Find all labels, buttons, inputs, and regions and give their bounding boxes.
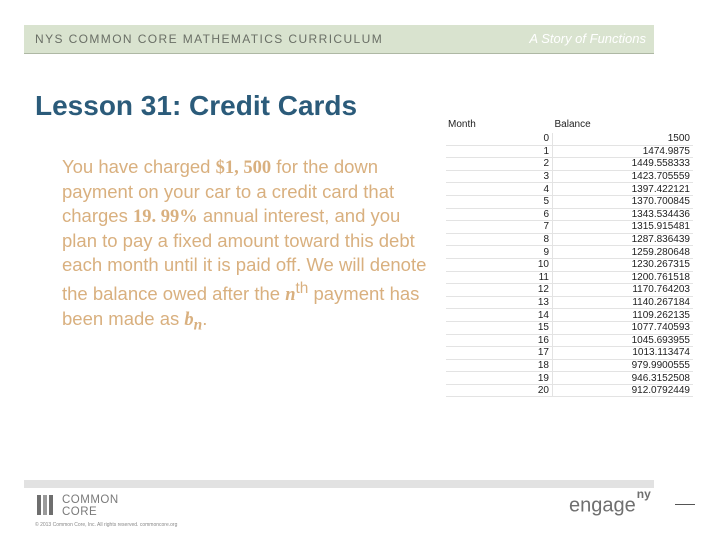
balance-cell: 1045.693955 — [553, 334, 694, 347]
problem-text — [62, 155, 427, 338]
footer-bar — [24, 480, 654, 488]
footer-dash — [675, 504, 695, 505]
copyright-notice: © 2013 Common Core, Inc. All rights reserved. commoncore.org — [35, 522, 178, 528]
logo-line-2: CORE — [62, 506, 98, 518]
balance-cell: 1170.764203 — [553, 284, 694, 297]
balance-cell: 1315.915481 — [553, 221, 694, 234]
balance-cell: 1397.422121 — [553, 183, 694, 196]
balance-cell: 1474.9875 — [553, 145, 694, 158]
engageny-logo — [569, 487, 651, 518]
header-bar — [24, 25, 654, 54]
balance-cell: 912.0792449 — [553, 384, 694, 397]
rate-value: 19. 99% — [132, 207, 198, 227]
table-row — [446, 372, 693, 385]
balance-cell: 1077.740593 — [553, 321, 694, 334]
module-label: A Story of Functions — [529, 31, 646, 46]
month-cell: 15 — [446, 321, 553, 334]
b-variable: b — [184, 310, 194, 331]
table-row — [446, 258, 693, 271]
balance-cell: 1343.534436 — [553, 208, 694, 221]
balance-cell: 1200.761518 — [553, 271, 694, 284]
table-row — [446, 183, 693, 196]
table-row — [446, 233, 693, 246]
lesson-title: Lesson 31: Credit Cards — [35, 90, 358, 121]
balance-header: Balance — [554, 119, 591, 130]
logo-line-1: COMMON — [62, 494, 119, 506]
table-row — [446, 271, 693, 284]
table-row — [446, 359, 693, 372]
engage-text: engage — [569, 494, 636, 517]
balance-cell: 1109.262135 — [553, 309, 694, 322]
month-cell: 9 — [446, 246, 553, 259]
table-row — [446, 296, 693, 309]
balance-cell: 1423.705559 — [553, 170, 694, 183]
balance-cell: 1500 — [553, 133, 694, 145]
th-superscript: th — [295, 280, 309, 297]
text-part: for the down payment on your car to a credit card that charges — [62, 156, 395, 226]
month-cell: 6 — [446, 208, 553, 221]
month-cell: 14 — [446, 309, 553, 322]
month-cell: 4 — [446, 183, 553, 196]
month-cell: 12 — [446, 284, 553, 297]
table-row — [446, 347, 693, 360]
balance-cell: 946.3152508 — [553, 372, 694, 385]
month-cell: 3 — [446, 170, 553, 183]
n-subscript: n — [193, 316, 203, 334]
month-cell: 17 — [446, 347, 553, 360]
balance-table — [446, 119, 693, 397]
table-body — [446, 133, 693, 397]
table-row — [446, 284, 693, 297]
balance-cell: 1287.836439 — [553, 233, 694, 246]
table-row — [446, 334, 693, 347]
table-row — [446, 321, 693, 334]
month-cell: 16 — [446, 334, 553, 347]
month-cell: 11 — [446, 271, 553, 284]
month-header: Month — [448, 119, 476, 130]
month-cell: 0 — [446, 133, 553, 145]
ny-superscript: ny — [636, 487, 651, 501]
balance-cell: 1013.113474 — [553, 347, 694, 360]
table-row — [446, 170, 693, 183]
month-cell: 10 — [446, 258, 553, 271]
month-cell: 5 — [446, 195, 553, 208]
balance-cell: 1370.700845 — [553, 195, 694, 208]
logo-bars-icon — [37, 495, 57, 517]
table-row — [446, 133, 693, 145]
table-row — [446, 221, 693, 234]
month-cell: 7 — [446, 221, 553, 234]
text-part: . — [202, 308, 208, 330]
month-cell: 8 — [446, 233, 553, 246]
balance-cell: 1230.267315 — [553, 258, 694, 271]
balance-cell: 1140.267184 — [553, 296, 694, 309]
month-cell: 18 — [446, 359, 553, 372]
table-row — [446, 145, 693, 158]
month-cell: 2 — [446, 158, 553, 171]
table-row — [446, 246, 693, 259]
month-cell: 20 — [446, 384, 553, 397]
amount-value: $1, 500 — [215, 158, 272, 178]
table-row — [446, 158, 693, 171]
month-cell: 19 — [446, 372, 553, 385]
logo-text — [62, 494, 119, 518]
text-part: annual interest, and you plan to pay a fixed amount toward this debt each month until it is paid off. We will denote the balance owed after the — [62, 205, 427, 305]
text-part: You have charged — [62, 156, 216, 177]
curriculum-label: NYS COMMON CORE MATHEMATICS CURRICULUM — [35, 32, 384, 46]
month-cell: 1 — [446, 145, 553, 158]
table-row — [446, 309, 693, 322]
balance-table-container — [446, 119, 693, 397]
balance-cell: 1259.280648 — [553, 246, 694, 259]
balance-cell: 1449.558333 — [553, 158, 694, 171]
table-header-row — [446, 119, 693, 133]
table-row — [446, 384, 693, 397]
text-part: payment has been made as — [62, 283, 420, 330]
month-cell: 13 — [446, 296, 553, 309]
table-row — [446, 208, 693, 221]
balance-cell: 979.9900555 — [553, 359, 694, 372]
n-variable: n — [285, 285, 296, 306]
table-row — [446, 195, 693, 208]
